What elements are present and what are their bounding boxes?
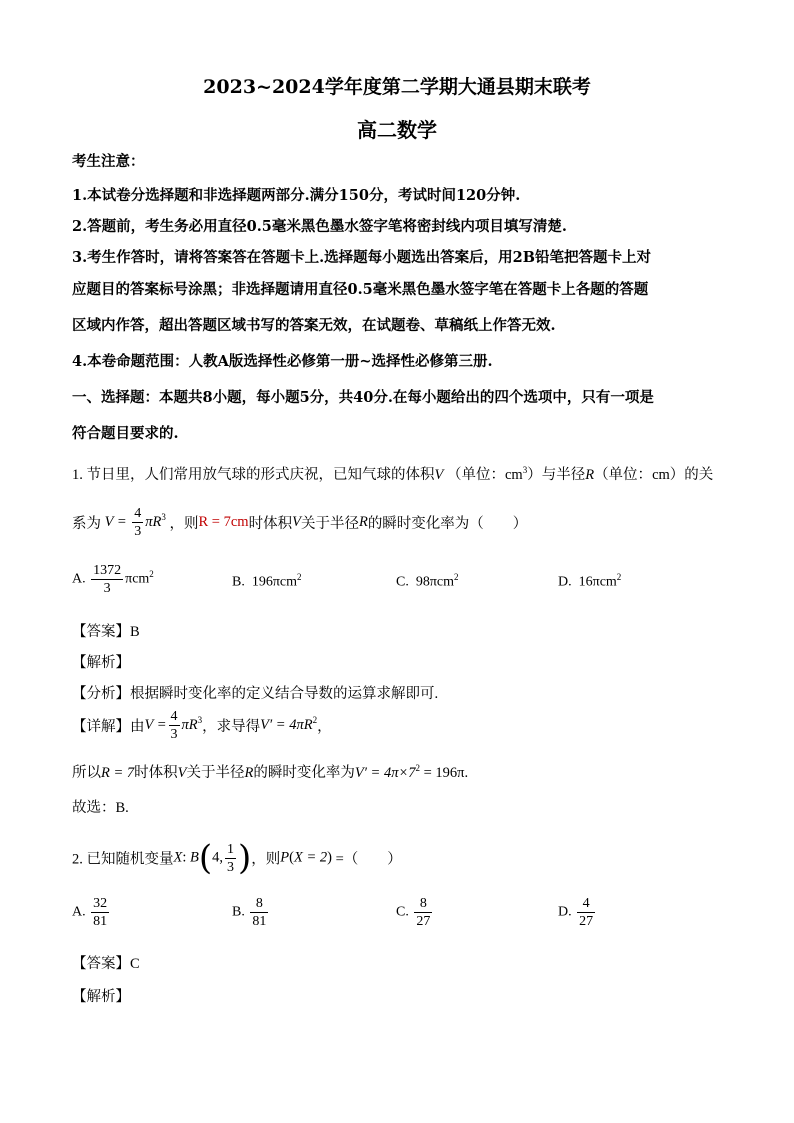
q2-option-d	[558, 895, 597, 930]
q1-text: 时体积	[248, 516, 293, 532]
option-label: D.	[558, 904, 572, 920]
option-unit: πcm	[125, 571, 150, 587]
q1-unit-exponent: 3	[522, 465, 528, 476]
left-paren-icon: (	[198, 838, 213, 878]
q2-option-b	[232, 895, 270, 930]
fenxi-tag: 【分析】	[72, 686, 130, 702]
option-exponent: 2	[616, 572, 622, 582]
conclusion-text: 关于半径	[186, 765, 245, 781]
fraction-denominator: 27	[579, 914, 594, 929]
conclusion-exponent: 2	[415, 763, 420, 774]
q2-text: ，则	[251, 851, 281, 868]
q2-colon: :	[182, 849, 187, 866]
q1-text: 的瞬时变化率为（ ）	[367, 516, 528, 532]
q1-pick: 故选：B.	[72, 800, 129, 816]
note-item-2: 2.答题前，考生务必用直径0.5毫米黑色墨水签字笔将密封线内项目填写清楚.	[72, 218, 567, 235]
q1-stem-line-1	[72, 463, 713, 484]
conclusion-text: 的瞬时变化率为	[253, 765, 355, 781]
q1-formula-fraction	[132, 505, 143, 540]
q2-analysis-tag: 【解析】	[72, 989, 130, 1005]
fraction-numerator: 4	[134, 506, 142, 521]
conclusion-text: 所以	[72, 765, 101, 781]
exam-subject: 高二数学	[357, 118, 437, 142]
q1-unit-cm3: cm	[504, 467, 523, 483]
right-paren-icon: )	[238, 838, 252, 878]
conclusion-text: 时体积	[134, 765, 178, 781]
option-value: 196πcm	[251, 574, 298, 590]
detail-text: 由	[130, 719, 145, 735]
notes-heading: 考生注意：	[72, 153, 145, 170]
q2-option-c	[396, 895, 434, 930]
q1-option-a-fraction	[91, 562, 123, 597]
option-label: C.	[396, 904, 409, 920]
fraction-numerator: 8	[414, 895, 432, 913]
fraction-denominator: 3	[170, 727, 178, 742]
q2-var-x: X	[173, 849, 183, 866]
q1-text: ）的关	[669, 467, 714, 483]
q2-text: =（ ）	[331, 851, 402, 868]
q2-option-c-fraction	[414, 895, 432, 930]
note-item-4: 4.本卷命题范围：人教A版选择性必修第一册~选择性必修第三册.	[72, 353, 493, 370]
note-item-3-line-1: 3.考生作答时，请将答案答在答题卡上.选择题每小题选出答案后，用2B铅笔把答题卡上对	[72, 249, 652, 266]
note-item-3-line-2: 应题目的答案标号涂黑；非选择题请用直径0.5毫米黑色墨水签字笔在答题卡上各题的答题	[72, 281, 649, 298]
fraction-denominator: 81	[93, 914, 108, 929]
q1-var-r: R	[244, 765, 254, 781]
q1-text: 关于半径	[300, 516, 359, 532]
conclusion-expression: V′ = 4π×7	[354, 765, 416, 781]
q1-unit-cm: cm	[652, 467, 670, 483]
option-label: B.	[232, 904, 245, 920]
q1-unit-label: （单位：	[446, 467, 505, 483]
fraction-numerator: 8	[250, 895, 268, 913]
option-label: D.	[558, 574, 572, 590]
q1-var-r: R	[358, 514, 368, 530]
q1-fenxi	[72, 682, 438, 703]
q2-answer	[72, 952, 140, 973]
section-heading-line-1: 一、选择题：本题共8小题，每小题5分，共40分.在每小题给出的四个选项中，只有一项是	[72, 389, 654, 406]
q2-option-d-fraction	[577, 895, 595, 930]
q2-prob-p: P	[280, 849, 290, 866]
detail-fraction	[169, 708, 180, 743]
q1-answer	[72, 620, 140, 641]
fraction-denominator: 27	[416, 914, 431, 929]
q1-text: 1. 节日里，人们常用放气球的形式庆祝，已知气球的体积	[72, 467, 435, 483]
fraction-numerator: 1	[227, 841, 235, 857]
fraction-numerator: 4	[170, 709, 178, 724]
detail-tag: 【详解】	[72, 719, 130, 735]
q2-option-a-fraction	[91, 895, 109, 930]
detail-formula-lhs: V =	[144, 717, 167, 733]
option-value: 16πcm	[578, 574, 617, 590]
q1-var-v: V	[292, 514, 301, 530]
option-label: C.	[396, 574, 409, 590]
q1-text: 系为	[72, 516, 101, 532]
detail-text: ，求导得	[202, 719, 261, 735]
q1-unit-label: （单位：	[594, 467, 653, 483]
conclusion-result: = 196π	[420, 765, 465, 781]
answer-tag: 【答案】	[72, 956, 130, 972]
conclusion-condition: R = 7	[101, 765, 135, 781]
q1-text: ，则	[169, 516, 199, 532]
right-paren-icon: )	[327, 849, 332, 866]
detail-formula-rhs: πR	[181, 717, 198, 733]
detail-text: ，	[317, 719, 332, 735]
q2-prob-event: X = 2	[293, 849, 328, 866]
answer-tag: 【答案】	[72, 624, 130, 640]
exam-title: 2023~2024学年度第二学期大通县期末联考	[203, 76, 591, 98]
q1-var-r: R	[585, 467, 595, 483]
option-exponent: 2	[149, 569, 154, 580]
detail-derivative: V′ = 4πR	[260, 717, 313, 733]
fraction-denominator: 81	[252, 914, 267, 929]
option-label: A.	[72, 904, 86, 920]
fraction-denominator: 3	[103, 581, 111, 596]
q1-text: ）与半径	[527, 467, 586, 483]
option-value: 98πcm	[415, 574, 455, 590]
detail-exponent: 2	[312, 715, 318, 725]
q1-analysis-tag: 【解析】	[72, 655, 130, 671]
q1-formula-exponent: 3	[161, 512, 166, 522]
q1-conclusion	[72, 761, 468, 782]
q2-distribution-n: 4,	[212, 849, 224, 866]
option-label: A.	[72, 571, 86, 587]
q1-var-v: V	[434, 467, 444, 483]
fenxi-text: 根据瞬时变化率的定义结合导数的运算求解即可.	[130, 686, 439, 702]
note-item-3-line-3: 区域内作答，超出答题区域书写的答案无效，在试题卷、草稿纸上作答无效.	[72, 317, 556, 334]
q1-formula-rhs: πR	[145, 514, 162, 530]
option-exponent: 2	[297, 572, 302, 582]
left-paren-icon: (	[289, 849, 294, 866]
q2-option-a	[72, 895, 111, 930]
fraction-denominator: 3	[227, 859, 235, 875]
q1-option-d	[558, 572, 621, 591]
fraction-numerator: 4	[577, 895, 595, 913]
q1-option-b	[232, 572, 302, 591]
q1-option-c	[396, 572, 459, 591]
conclusion-period: .	[464, 765, 469, 781]
fraction-numerator: 1372	[93, 563, 122, 578]
q1-formula-lhs: V =	[104, 514, 127, 530]
note-item-1: 1.本试卷分选择题和非选择题两部分.满分150分，考试时间120分钟.	[72, 187, 521, 204]
fraction-denominator: 3	[134, 524, 142, 539]
q2-distribution-b: B	[190, 849, 199, 866]
q1-option-a	[72, 562, 154, 597]
q2-distribution-p	[225, 841, 236, 876]
q2-option-b-fraction	[250, 895, 268, 930]
fraction-numerator: 32	[93, 896, 108, 911]
option-label: B.	[232, 574, 245, 590]
option-exponent: 2	[454, 572, 459, 582]
answer-value: B	[130, 624, 140, 640]
q1-detail	[72, 708, 332, 743]
q1-stem-line-2	[72, 505, 527, 540]
q2-stem	[72, 838, 402, 878]
q1-var-v: V	[177, 765, 187, 781]
q2-text: 2. 已知随机变量	[72, 851, 174, 868]
detail-exponent: 3	[197, 715, 203, 725]
section-heading-line-2: 符合题目要求的.	[72, 425, 179, 442]
q1-condition: R = 7cm	[198, 514, 249, 530]
answer-value: C	[130, 956, 140, 972]
